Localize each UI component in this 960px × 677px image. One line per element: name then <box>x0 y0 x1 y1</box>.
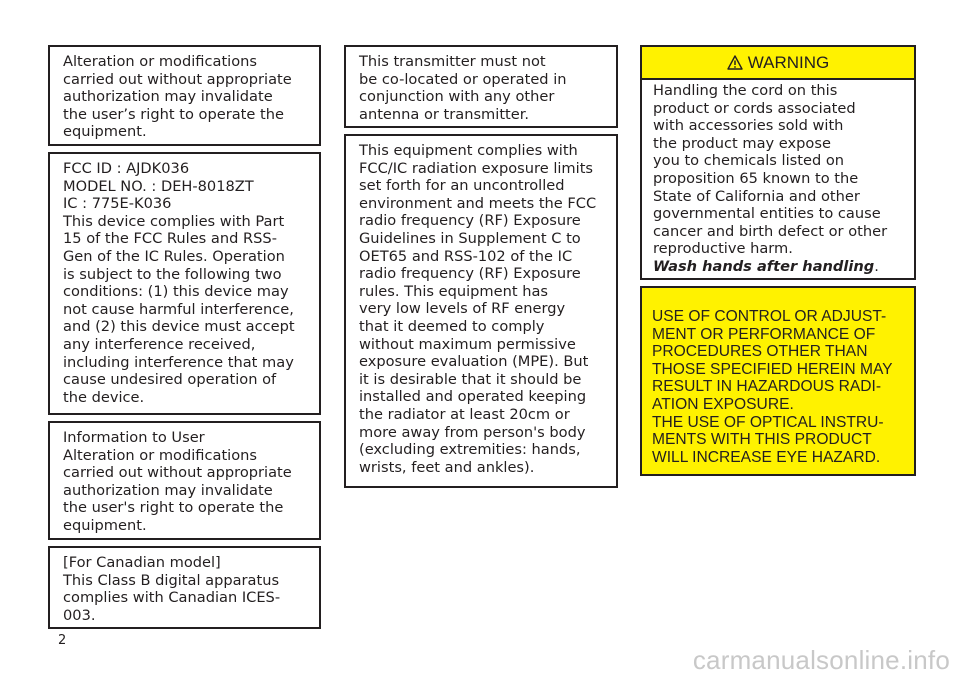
watermark: carmanualsonline.info <box>692 645 950 675</box>
warning-emphasis: Wash hands after handling <box>653 257 875 275</box>
laser-caution-box: USE OF CONTROL OR ADJUST- MENT OR PERFORMANCE OF PROCEDURES OTHER THAN THOSE SPECIFIED HEREIN MAY RESULT IN HAZARDOUS RADI- ATION EXPOSURE. THE USE OF OPTICAL INSTRU- MENTS WITH THIS PRODUCT WILL INCREASE EYE HAZARD. <box>640 286 916 476</box>
warning-body: Handling the cord on this product or cords associated with accessories sold with the product may expose you to chemicals listed on proposition 65 known to the State of California and other governmental entities to cause cancer and birth defect or other reproductive harm. <box>653 82 888 258</box>
warning-triangle-icon <box>727 55 743 70</box>
warning-title: WARNING <box>747 52 830 72</box>
prop65-warning-box <box>640 78 916 280</box>
modification-notice-box: Alteration or modifications carried out without appropriate authorization may invalidate the user’s right to operate the equipment. <box>48 45 321 146</box>
page-number: 2 <box>58 633 67 648</box>
information-to-user-box: Information to User Alteration or modifications carried out without appropriate authorization may invalidate the user's right to operate the equipment. <box>48 421 321 540</box>
transmitter-notice-box: This transmitter must not be co-located or operated in conjunction with any other antenna or transmitter. <box>344 45 618 128</box>
warning-period: . <box>874 257 879 275</box>
warning-header <box>640 45 916 80</box>
fcc-id-box: FCC ID : AJDK036 MODEL NO. : DEH-8018ZT IC : 775E-K036 This device complies with Part 15 of the FCC Rules and RSS- Gen of the IC Rules. Operation is subject to the following two conditions: (1) this device may not cause harmful interference, and (2) this device must accept any interference received, including interference that may cause undesired operation of the device. <box>48 152 321 415</box>
canadian-model-box: [For Canadian model] This Class B digital apparatus complies with Canadian ICES- 003. <box>48 546 321 629</box>
rf-exposure-box: This equipment complies with FCC/IC radiation exposure limits set forth for an uncontrolled environment and meets the FCC radio frequency (RF) Exposure Guidelines in Supplement C to OET65 and RSS-102 of the IC radio frequency (RF) Exposure rules. This equipment has very low levels of RF energy that it deemed to comply without maximum permissive exposure evaluation (MPE). But it is desirable that it should be installed and operated keeping the radiator at least 20cm or more away from person's body (excluding extremities: hands, wrists, feet and ankles). <box>344 134 618 488</box>
